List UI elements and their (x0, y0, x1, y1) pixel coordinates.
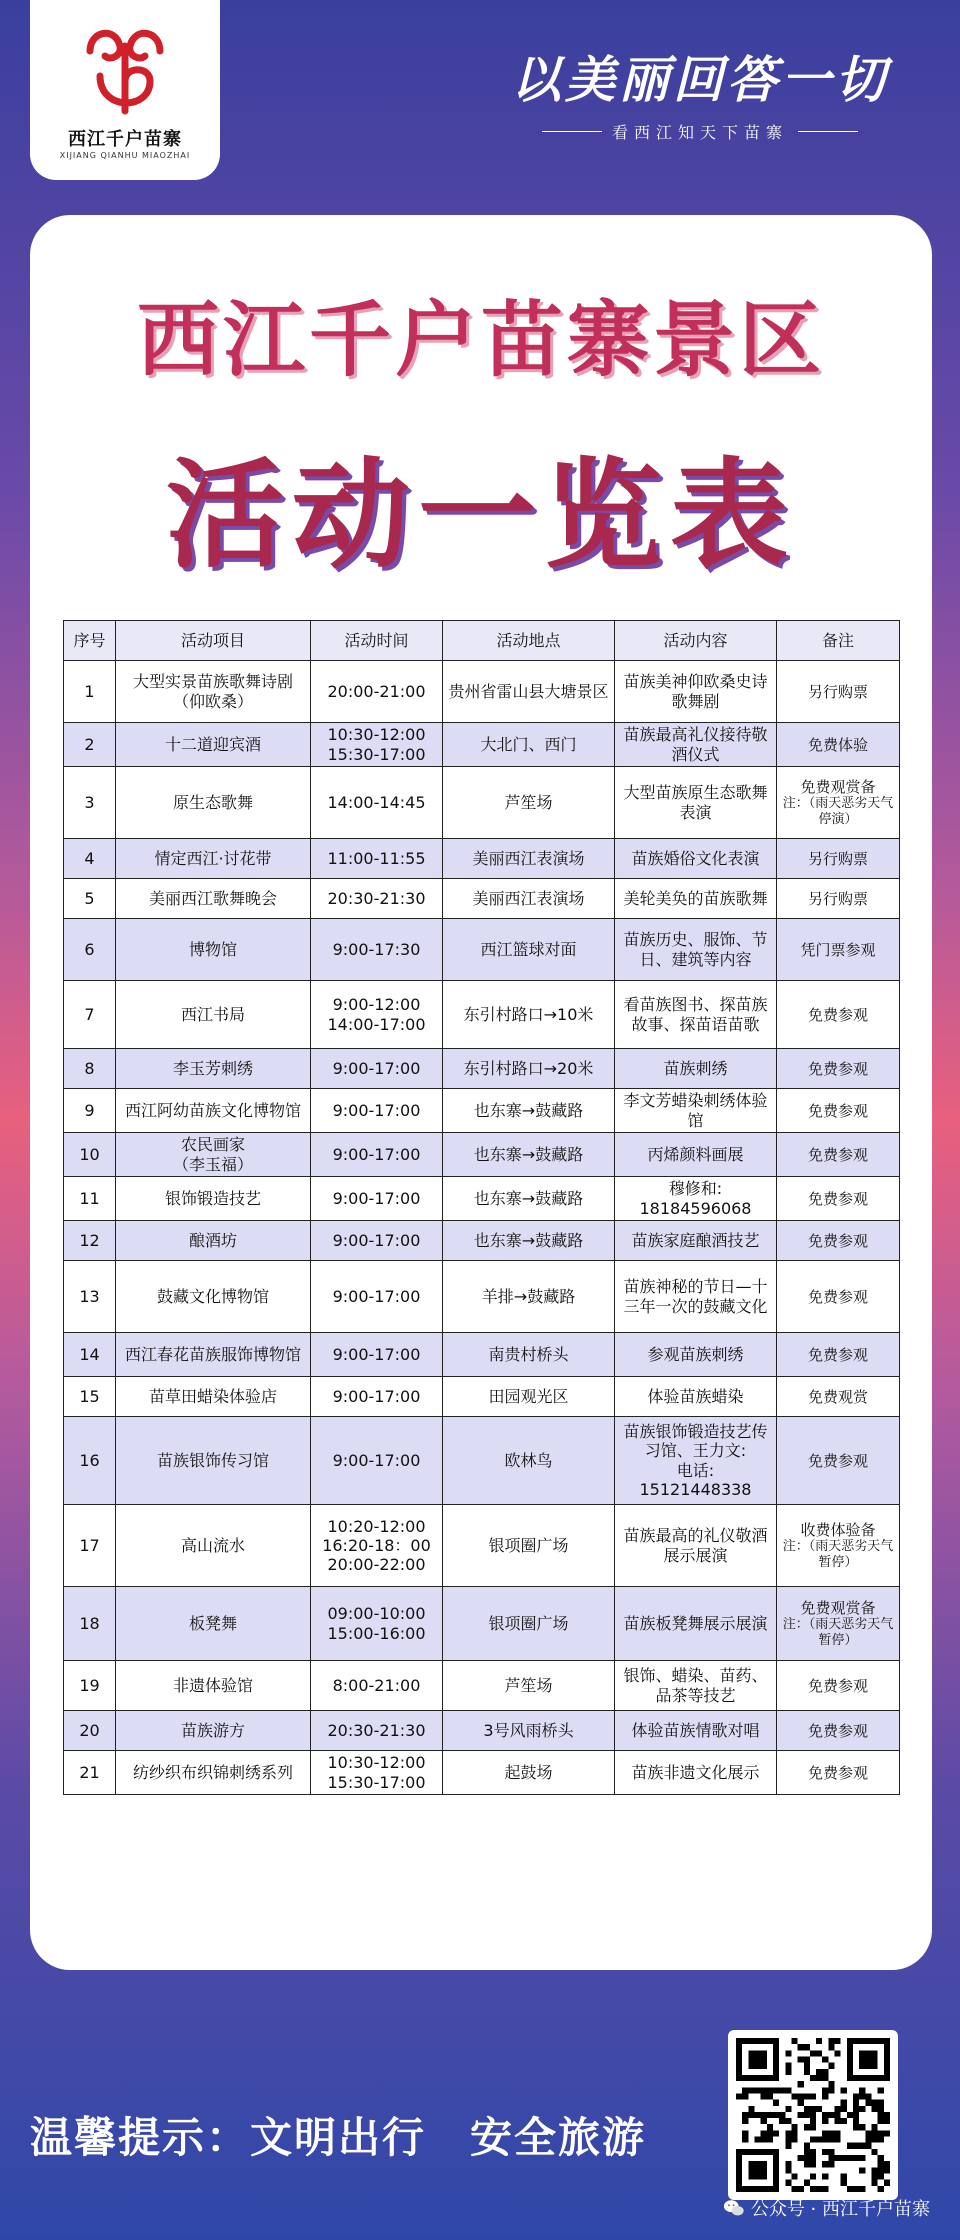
row-no: 13 (64, 1261, 116, 1333)
row-name: 苗草田蜡染体验店 (116, 1377, 311, 1417)
row-content: 苗族最高的礼仪敬酒展示展演 (615, 1505, 777, 1587)
row-note (777, 839, 900, 879)
row-name: 情定西江·讨花带 (116, 839, 311, 879)
note-text: 免费参观 (807, 1101, 868, 1120)
row-time: 9:00-17:00 (311, 1221, 443, 1261)
table-row (64, 1177, 900, 1221)
row-time: 11:00-11:55 (311, 839, 443, 879)
row-name: 板凳舞 (116, 1587, 311, 1661)
row-time: 10:20-12:00 16:20-18：00 20:00-22:00 (311, 1505, 443, 1587)
row-content: 李文芳蜡染刺绣体验馆 (615, 1089, 777, 1133)
table-row (64, 1751, 900, 1795)
table-row (64, 1587, 900, 1661)
row-no: 5 (64, 879, 116, 919)
row-name: 纺纱织布织锦刺绣系列 (116, 1751, 311, 1795)
row-name: 银饰锻造技艺 (116, 1177, 311, 1221)
row-note (777, 981, 900, 1049)
note-text: 凭门票参观 (800, 940, 876, 959)
note-detail: 注：（雨天恶劣天气停演） (782, 795, 894, 827)
row-no: 9 (64, 1089, 116, 1133)
slogan-sub: 看西江知天下苗寨 (611, 123, 788, 142)
row-content: 美轮美奂的苗族歌舞 (615, 879, 777, 919)
row-time: 9:00-17:00 (311, 1333, 443, 1377)
row-name: 博物馆 (116, 919, 311, 981)
table-row (64, 919, 900, 981)
row-place: 也东寨→鼓藏路 (443, 1221, 615, 1261)
row-place: 东引村路口→10米 (443, 981, 615, 1049)
row-place: 芦笙场 (443, 1661, 615, 1711)
table-row (64, 1377, 900, 1417)
row-time: 9:00-17:00 (311, 1417, 443, 1505)
table-row (64, 723, 900, 767)
slogan (480, 40, 920, 143)
note-text: 免费参观 (807, 1059, 868, 1078)
row-no: 19 (64, 1661, 116, 1711)
row-place: 田园观光区 (443, 1377, 615, 1417)
row-no: 17 (64, 1505, 116, 1587)
page-title: 西江千户苗寨景区 (136, 292, 825, 388)
note-text: 免费参观 (807, 1676, 868, 1695)
header-note: 备注 (777, 621, 900, 661)
row-no: 2 (64, 723, 116, 767)
footer-tip: 温馨提示：文明出行 安全旅游 (30, 2113, 647, 2162)
row-time: 9:00-17:00 (311, 1049, 443, 1089)
row-time: 9:00-17:00 (311, 1377, 443, 1417)
row-no: 4 (64, 839, 116, 879)
logo (30, 0, 220, 180)
qr-code[interactable] (728, 2030, 898, 2200)
row-no: 18 (64, 1587, 116, 1661)
note-text: 另行购票 (807, 682, 868, 701)
row-content: 苗族家庭酿酒技艺 (615, 1221, 777, 1261)
note-text: 免费观赏备 (800, 1598, 876, 1617)
row-time: 9:00-17:00 (311, 1261, 443, 1333)
row-place: 也东寨→鼓藏路 (443, 1133, 615, 1177)
row-content: 穆修和: 18184596068 (615, 1177, 777, 1221)
note-text: 免费参观 (807, 1145, 868, 1164)
row-no: 21 (64, 1751, 116, 1795)
table-row (64, 661, 900, 723)
wechat-label: 公众号 · 西江千户苗寨 (750, 2199, 930, 2220)
row-place: 南贵村桥头 (443, 1333, 615, 1377)
row-no: 15 (64, 1377, 116, 1417)
row-content: 苗族美神仰欧桑史诗歌舞剧 (615, 661, 777, 723)
table-row (64, 1221, 900, 1261)
row-content: 苗族最高礼仪接待敬酒仪式 (615, 723, 777, 767)
row-content: 苗族婚俗文化表演 (615, 839, 777, 879)
table-row (64, 1505, 900, 1587)
note-text: 免费参观 (807, 1005, 868, 1024)
header-name: 活动项目 (116, 621, 311, 661)
row-name: 苗族游方 (116, 1711, 311, 1751)
logo-text: 西江千户苗寨 (68, 128, 182, 150)
table-row (64, 1417, 900, 1505)
row-time: 9:00-17:00 (311, 1177, 443, 1221)
content-card (30, 215, 932, 1970)
table-row (64, 981, 900, 1049)
table-row (64, 1089, 900, 1133)
row-note (777, 1089, 900, 1133)
row-note (777, 1587, 900, 1661)
row-note (777, 723, 900, 767)
row-note (777, 1711, 900, 1751)
row-name: 美丽西江歌舞晚会 (116, 879, 311, 919)
note-text: 免费观赏 (807, 1387, 868, 1406)
row-place: 银项圈广场 (443, 1587, 615, 1661)
row-time: 9:00-17:00 (311, 1089, 443, 1133)
table-row (64, 1049, 900, 1089)
header-no: 序号 (64, 621, 116, 661)
row-place: 西江篮球对面 (443, 919, 615, 981)
row-note (777, 1221, 900, 1261)
note-detail: 注：（雨天恶劣天气暂停） (782, 1538, 894, 1570)
qr-code-icon (736, 2038, 890, 2192)
wechat-account (723, 2195, 930, 2221)
row-no: 16 (64, 1417, 116, 1505)
row-time: 10:30-12:00 15:30-17:00 (311, 1751, 443, 1795)
row-name: 大型实景苗族歌舞诗剧（仰欧桑） (116, 661, 311, 723)
row-content: 苗族板凳舞展示展演 (615, 1587, 777, 1661)
row-note (777, 1177, 900, 1221)
row-content: 看苗族图书、探苗族故事、探苗语苗歌 (615, 981, 777, 1049)
row-content: 苗族刺绣 (615, 1049, 777, 1089)
wechat-icon (723, 2197, 745, 2219)
row-no: 1 (64, 661, 116, 723)
row-name: 十二道迎宾酒 (116, 723, 311, 767)
row-note (777, 1377, 900, 1417)
row-no: 20 (64, 1711, 116, 1751)
table-row (64, 1661, 900, 1711)
row-time: 20:30-21:30 (311, 879, 443, 919)
table-header-row (64, 621, 900, 661)
row-name: 西江书局 (116, 981, 311, 1049)
row-no: 14 (64, 1333, 116, 1377)
divider-right (798, 131, 858, 132)
row-note (777, 1133, 900, 1177)
table-row (64, 767, 900, 839)
row-place: 贵州省雷山县大塘景区 (443, 661, 615, 723)
note-text: 另行购票 (807, 889, 868, 908)
logo-subtext: XIJIANG QIANHU MIAOZHAI (59, 150, 191, 160)
row-content: 参观苗族刺绣 (615, 1333, 777, 1377)
row-note (777, 1661, 900, 1711)
row-no: 8 (64, 1049, 116, 1089)
row-place: 美丽西江表演场 (443, 839, 615, 879)
row-no: 12 (64, 1221, 116, 1261)
row-content: 大型苗族原生态歌舞表演 (615, 767, 777, 839)
note-text: 另行购票 (807, 849, 868, 868)
header-time: 活动时间 (311, 621, 443, 661)
row-place: 芦笙场 (443, 767, 615, 839)
note-text: 免费参观 (807, 1721, 868, 1740)
row-place: 银项圈广场 (443, 1505, 615, 1587)
row-note (777, 661, 900, 723)
table-row (64, 1711, 900, 1751)
row-name: 鼓藏文化博物馆 (116, 1261, 311, 1333)
header-content: 活动内容 (615, 621, 777, 661)
row-note (777, 1505, 900, 1587)
row-note (777, 767, 900, 839)
row-place: 也东寨→鼓藏路 (443, 1089, 615, 1133)
row-content: 体验苗族蜡染 (615, 1377, 777, 1417)
row-name: 西江阿幼苗族文化博物馆 (116, 1089, 311, 1133)
row-no: 7 (64, 981, 116, 1049)
row-no: 3 (64, 767, 116, 839)
row-content: 丙烯颜料画展 (615, 1133, 777, 1177)
row-place: 大北门、西门 (443, 723, 615, 767)
row-time: 8:00-21:00 (311, 1661, 443, 1711)
logo-mark-icon (70, 21, 180, 121)
note-text: 收费体验备 (800, 1520, 876, 1539)
row-content: 苗族历史、服饰、节日、建筑等内容 (615, 919, 777, 981)
row-note (777, 1751, 900, 1795)
row-no: 6 (64, 919, 116, 981)
note-text: 免费观赏备 (800, 777, 876, 796)
row-no: 10 (64, 1133, 116, 1177)
table-row (64, 1333, 900, 1377)
row-name: 高山流水 (116, 1505, 311, 1587)
row-time: 20:00-21:00 (311, 661, 443, 723)
table-row (64, 879, 900, 919)
row-place: 羊排→鼓藏路 (443, 1261, 615, 1333)
row-note (777, 1049, 900, 1089)
row-name: 酿酒坊 (116, 1221, 311, 1261)
row-note (777, 879, 900, 919)
row-time: 10:30-12:00 15:30-17:00 (311, 723, 443, 767)
row-note (777, 1417, 900, 1505)
row-place: 东引村路口→20米 (443, 1049, 615, 1089)
note-detail: 注：（雨天恶劣天气暂停） (782, 1616, 894, 1648)
row-note (777, 919, 900, 981)
row-name: 李玉芳刺绣 (116, 1049, 311, 1089)
row-content: 银饰、蜡染、苗药、品茶等技艺 (615, 1661, 777, 1711)
note-text: 免费参观 (807, 1345, 868, 1364)
table-row (64, 839, 900, 879)
note-text: 免费参观 (807, 1763, 868, 1782)
slogan-main: 以美丽回答一切 (511, 50, 889, 109)
slogan-sub-row (480, 120, 920, 143)
note-text: 免费参观 (807, 1287, 868, 1306)
row-name: 非遗体验馆 (116, 1661, 311, 1711)
header-place: 活动地点 (443, 621, 615, 661)
activity-table (63, 620, 900, 1795)
note-text: 免费参观 (807, 1231, 868, 1250)
row-time: 09:00-10:00 15:00-16:00 (311, 1587, 443, 1661)
row-time: 9:00-17:30 (311, 919, 443, 981)
row-note (777, 1333, 900, 1377)
row-content: 苗族神秘的节日—十三年一次的鼓藏文化 (615, 1261, 777, 1333)
row-name: 农民画家 （李玉福） (116, 1133, 311, 1177)
row-content: 苗族银饰锻造技艺传习馆、王力文: 电话: 15121448338 (615, 1417, 777, 1505)
row-time: 20:30-21:30 (311, 1711, 443, 1751)
row-time: 9:00-17:00 (311, 1133, 443, 1177)
note-text: 免费参观 (807, 1451, 868, 1470)
table-row (64, 1133, 900, 1177)
row-place: 美丽西江表演场 (443, 879, 615, 919)
row-place: 3号风雨桥头 (443, 1711, 615, 1751)
row-note (777, 1261, 900, 1333)
note-text: 免费参观 (807, 1189, 868, 1208)
table-row (64, 1261, 900, 1333)
row-time: 14:00-14:45 (311, 767, 443, 839)
divider-left (542, 131, 602, 132)
row-name: 西江春花苗族服饰博物馆 (116, 1333, 311, 1377)
page-subtitle: 活动一览表 (165, 445, 796, 584)
note-text: 免费体验 (807, 735, 868, 754)
row-name: 苗族银饰传习馆 (116, 1417, 311, 1505)
row-time: 9:00-12:00 14:00-17:00 (311, 981, 443, 1049)
row-place: 也东寨→鼓藏路 (443, 1177, 615, 1221)
row-content: 体验苗族情歌对唱 (615, 1711, 777, 1751)
row-no: 11 (64, 1177, 116, 1221)
row-place: 起鼓场 (443, 1751, 615, 1795)
row-place: 欧林鸟 (443, 1417, 615, 1505)
row-content: 苗族非遗文化展示 (615, 1751, 777, 1795)
row-name: 原生态歌舞 (116, 767, 311, 839)
